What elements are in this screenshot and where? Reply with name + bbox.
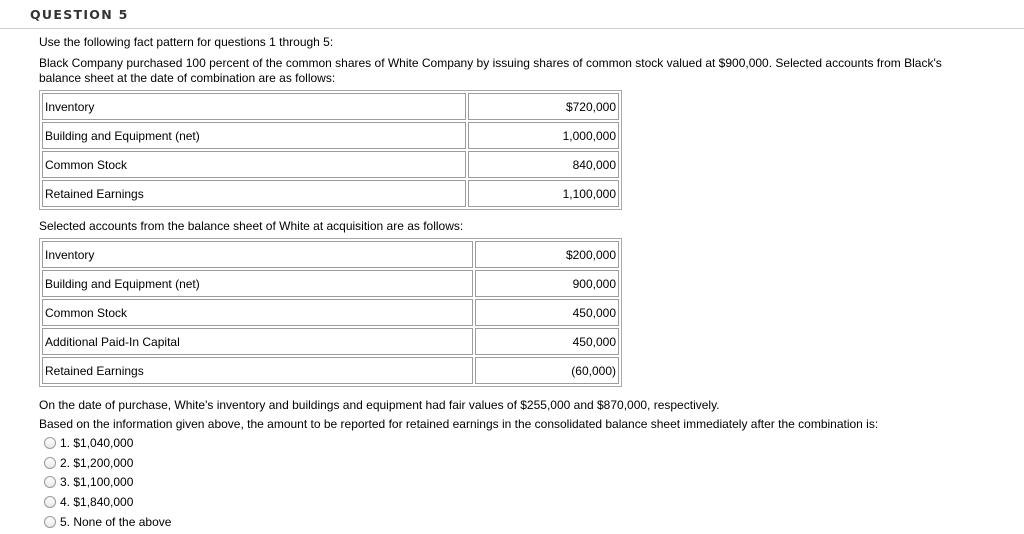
radio-button[interactable] bbox=[44, 476, 56, 488]
account-amount: 1,000,000 bbox=[468, 122, 619, 149]
table-row bbox=[42, 328, 619, 355]
table-row bbox=[42, 122, 619, 149]
account-label: Common Stock bbox=[42, 299, 473, 326]
white-intro-text: Selected accounts from the balance sheet of White at acquisition are as follows: bbox=[39, 219, 464, 233]
black-balance-sheet-table bbox=[39, 90, 622, 210]
intro-text: Use the following fact pattern for questions 1 through 5: bbox=[39, 35, 334, 49]
table-row bbox=[42, 299, 619, 326]
account-amount: 840,000 bbox=[468, 151, 619, 178]
question-body bbox=[39, 35, 999, 86]
account-amount: $200,000 bbox=[475, 241, 619, 268]
choice-label: 2. $1,200,000 bbox=[60, 455, 134, 470]
answer-choices bbox=[44, 433, 171, 532]
account-label: Common Stock bbox=[42, 151, 466, 178]
choice-2[interactable] bbox=[44, 453, 171, 473]
account-label: Building and Equipment (net) bbox=[42, 270, 473, 297]
table-row bbox=[42, 180, 619, 207]
question-title: QUESTION 5 bbox=[30, 7, 129, 22]
table-row bbox=[42, 151, 619, 178]
choice-label: 4. $1,840,000 bbox=[60, 495, 134, 510]
account-label: Retained Earnings bbox=[42, 180, 466, 207]
choice-label: 1. $1,040,000 bbox=[60, 435, 134, 450]
account-amount: 450,000 bbox=[475, 328, 619, 355]
choice-3[interactable] bbox=[44, 473, 171, 493]
radio-button[interactable] bbox=[44, 516, 56, 528]
account-label: Inventory bbox=[42, 241, 473, 268]
choice-5[interactable] bbox=[44, 512, 171, 532]
account-label: Building and Equipment (net) bbox=[42, 122, 466, 149]
radio-button[interactable] bbox=[44, 457, 56, 469]
account-label: Additional Paid-In Capital bbox=[42, 328, 473, 355]
choice-1[interactable] bbox=[44, 433, 171, 453]
table-row bbox=[42, 270, 619, 297]
choice-label: 3. $1,100,000 bbox=[60, 475, 134, 490]
account-label: Inventory bbox=[42, 93, 466, 120]
fact-pattern-line-2: balance sheet at the date of combination are as follows: bbox=[39, 71, 336, 85]
account-label: Retained Earnings bbox=[42, 357, 473, 384]
table-row bbox=[42, 241, 619, 268]
account-amount: $720,000 bbox=[468, 93, 619, 120]
fact-pattern-line-1: Black Company purchased 100 percent of the common shares of White Company by issuing shares of common stock valued at $900,000. Selected accounts from Black's bbox=[39, 56, 942, 70]
account-amount: 1,100,000 bbox=[468, 180, 619, 207]
question-prompt: Based on the information given above, the amount to be reported for retained earnings in the consolidated balance sheet immediately after the combination is: bbox=[39, 417, 879, 431]
radio-button[interactable] bbox=[44, 496, 56, 508]
account-amount: 900,000 bbox=[475, 270, 619, 297]
account-amount: (60,000) bbox=[475, 357, 619, 384]
question-header bbox=[0, 0, 1024, 29]
table-row bbox=[42, 93, 619, 120]
fair-values-text: On the date of purchase, White's inventory and buildings and equipment had fair values of $255,000 and $870,000, respectively. bbox=[39, 398, 720, 412]
choice-4[interactable] bbox=[44, 492, 171, 512]
radio-button[interactable] bbox=[44, 437, 56, 449]
account-amount: 450,000 bbox=[475, 299, 619, 326]
white-balance-sheet-table bbox=[39, 238, 622, 387]
choice-label: 5. None of the above bbox=[60, 515, 172, 530]
table-row bbox=[42, 357, 619, 384]
